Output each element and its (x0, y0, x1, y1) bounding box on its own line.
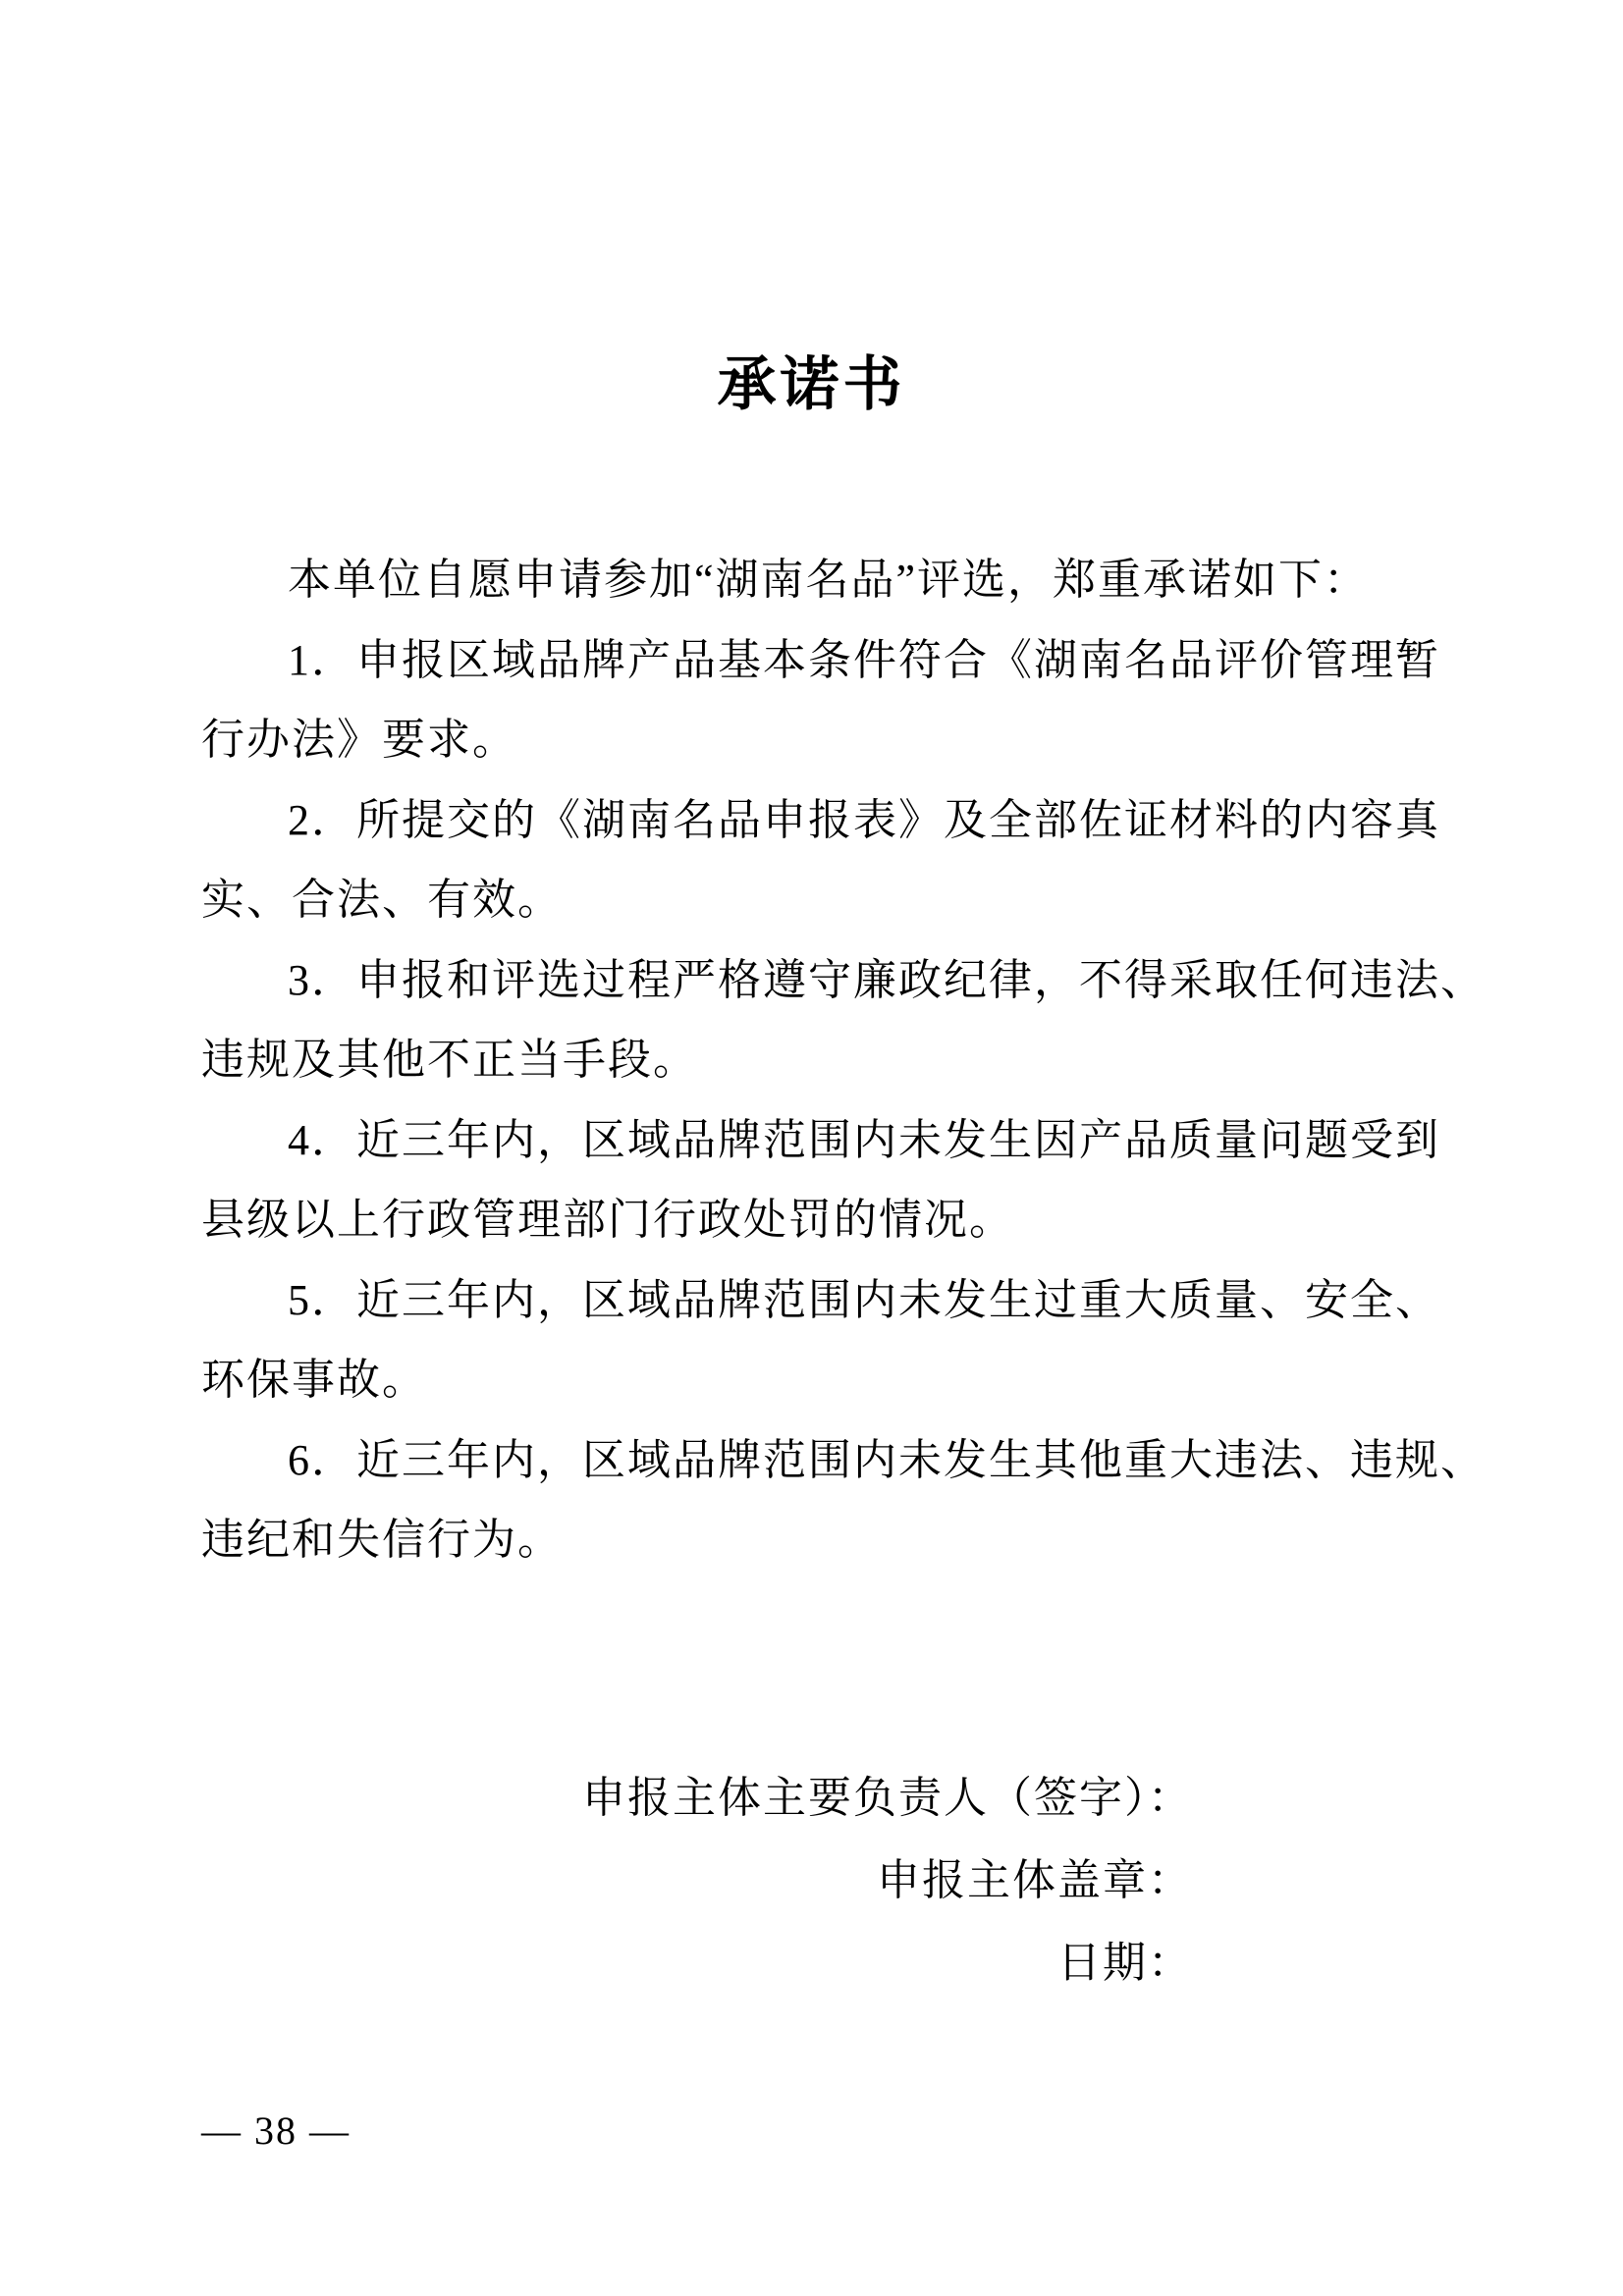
commitment-item-5-line-2: 环保事故。 (201, 1356, 427, 1404)
document-title: 承诺书 (717, 352, 906, 417)
signature-block (0, 1757, 1623, 2004)
commitment-item-1-line-1: 1．申报区域品牌产品基本条件符合《湖南名品评价管理暂 (288, 635, 1440, 684)
intro-paragraph: 本单位自愿申请参加“湖南名品”评选，郑重承诺如下： (288, 556, 1370, 604)
responsible-person-signature-line: 申报主体主要负责人（签字）： (582, 1773, 1193, 1822)
commitment-item-3-line-2: 违规及其他不正当手段。 (201, 1036, 698, 1084)
page-number: — 38 — (201, 2109, 351, 2153)
date-line: 日期： (1057, 1938, 1193, 1987)
commitment-item-4-line-2: 县级以上行政管理部门行政处罚的情况。 (201, 1196, 1014, 1244)
commitment-item-2-line-2: 实、合法、有效。 (201, 876, 563, 924)
document-body (0, 540, 1623, 1580)
commitment-item-6-line-2: 违纪和失信行为。 (201, 1516, 563, 1564)
commitment-item-1-line-2: 行办法》要求。 (201, 716, 517, 764)
commitment-item-2-line-1: 2．所提交的《湖南名品申报表》及全部佐证材料的内容真 (288, 795, 1440, 844)
commitment-item-4-line-1: 4．近三年内，区域品牌范围内未发生因产品质量问题受到 (288, 1115, 1440, 1164)
commitment-item-5-line-1: 5．近三年内，区域品牌范围内未发生过重大质量、安全、 (288, 1275, 1440, 1324)
commitment-item-3-line-1: 3．申报和评选过程严格遵守廉政纪律，不得采取任何违法、 (288, 955, 1486, 1004)
entity-seal-line: 申报主体盖章： (877, 1855, 1193, 1904)
commitment-item-6-line-1: 6．近三年内，区域品牌范围内未发生其他重大违法、违规、 (288, 1435, 1486, 1484)
